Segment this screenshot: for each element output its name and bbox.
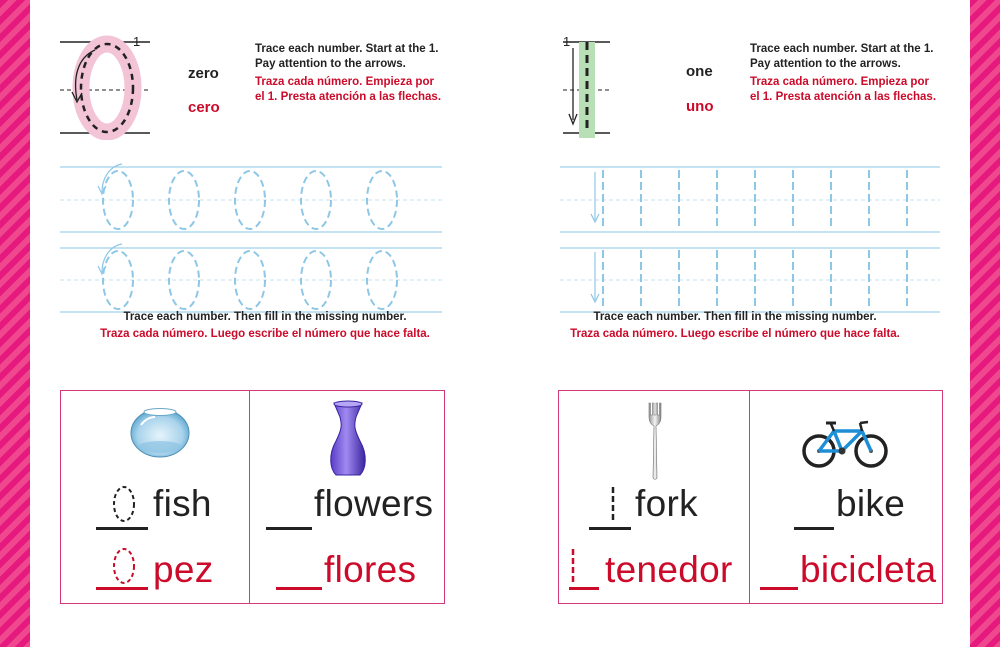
- right-border-stripe: [970, 0, 1000, 647]
- one-tracing-rows: [500, 150, 970, 320]
- left-border-stripe: [0, 0, 30, 647]
- traced-one-es: [563, 545, 583, 587]
- start-marker: 1: [133, 34, 141, 49]
- traced-zero-es: [109, 545, 139, 587]
- instruction-en-line1: Trace each number. Start at the 1.: [255, 43, 439, 55]
- item-fish: [61, 391, 249, 603]
- word-es: pez: [153, 549, 214, 590]
- answer-blank-en[interactable]: [589, 527, 631, 530]
- instruction-es-line2: el 1. Presta atención a las flechas.: [750, 91, 937, 103]
- vase-icon: [324, 399, 372, 479]
- number-word-en: one: [686, 63, 713, 80]
- bicycle-icon: [802, 419, 888, 469]
- answer-blank-es[interactable]: [760, 587, 798, 590]
- word-es: bicicleta: [800, 549, 937, 590]
- zero-stroke-model: [55, 30, 155, 140]
- word-en: flowers: [314, 483, 434, 524]
- fill-in-box: [558, 390, 943, 604]
- traced-one-en: [603, 485, 623, 527]
- instruction-en-line2: Pay attention to the arrows.: [255, 58, 406, 70]
- trace-instructions: [255, 42, 441, 105]
- word-en: bike: [836, 483, 906, 524]
- trace-instructions: [750, 42, 936, 105]
- fill-instruction-es: Traza cada número. Luego escribe el número que hace falta.: [100, 328, 430, 340]
- fill-instruction-en: Trace each number. Then fill in the missing number.: [593, 311, 877, 323]
- zero-tracing-rows: [30, 150, 500, 320]
- instruction-es-line2: el 1. Presta atención a las flechas.: [255, 91, 442, 103]
- answer-blank-en[interactable]: [96, 527, 148, 530]
- answer-blank-en[interactable]: [794, 527, 834, 530]
- page-one: [500, 0, 970, 647]
- item-fork: [559, 391, 749, 603]
- answer-blank-es[interactable]: [569, 587, 599, 590]
- instruction-en-line1: Trace each number. Start at the 1.: [750, 43, 934, 55]
- fishbowl-icon: [129, 403, 191, 459]
- item-flowers: [249, 391, 445, 603]
- word-es: flores: [324, 549, 417, 590]
- word-es: tenedor: [605, 549, 733, 590]
- one-stroke-model: [555, 32, 615, 142]
- answer-blank-en[interactable]: [266, 527, 312, 530]
- page-zero: [30, 0, 500, 647]
- instruction-es-line1: Traza cada número. Empieza por: [255, 76, 434, 88]
- instruction-es-line1: Traza cada número. Empieza por: [750, 76, 929, 88]
- fill-instruction-en: Trace each number. Then fill in the missing number.: [123, 311, 407, 323]
- answer-blank-es[interactable]: [96, 587, 148, 590]
- number-word-es: uno: [686, 98, 714, 115]
- fill-instructions: [30, 309, 500, 343]
- fill-in-box: [60, 390, 445, 604]
- fill-instructions: [500, 309, 970, 343]
- item-bike: [749, 391, 943, 603]
- number-word-en: zero: [188, 65, 219, 82]
- number-word-es: cero: [188, 99, 220, 116]
- fork-icon: [645, 401, 665, 481]
- word-en: fork: [635, 483, 698, 524]
- answer-blank-es[interactable]: [276, 587, 322, 590]
- fill-instruction-es: Traza cada número. Luego escribe el número que hace falta.: [570, 328, 900, 340]
- word-en: fish: [153, 483, 212, 524]
- traced-zero-en: [109, 485, 139, 527]
- start-marker: 1: [563, 34, 571, 49]
- instruction-en-line2: Pay attention to the arrows.: [750, 58, 901, 70]
